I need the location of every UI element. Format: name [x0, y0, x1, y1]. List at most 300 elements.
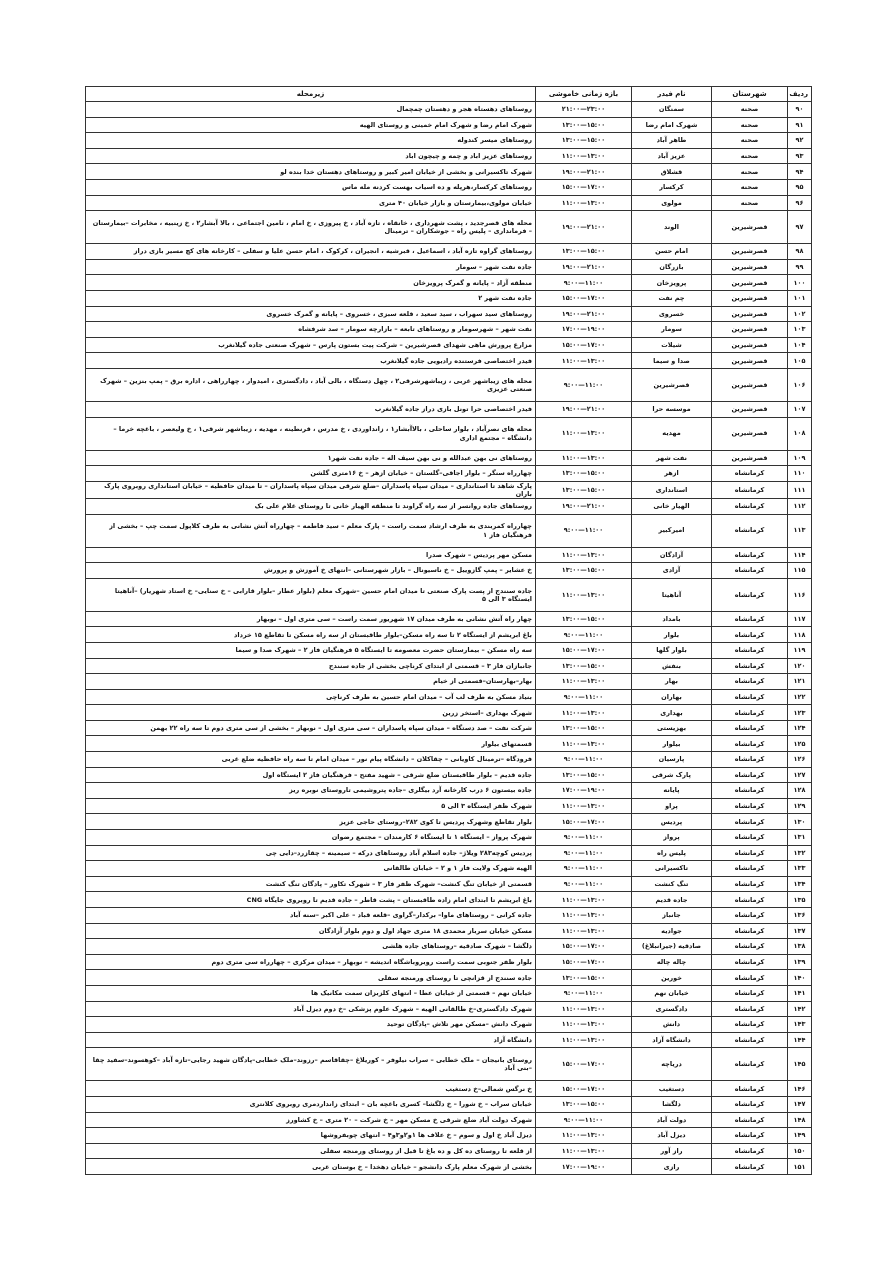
feeder-cell: دستغیب — [632, 1081, 712, 1097]
city-cell: قصرشیرین — [712, 450, 788, 466]
feeder-cell: طاهر آباد — [632, 133, 712, 149]
radif-cell: ۱۱۹ — [788, 642, 812, 658]
radif-cell: ۱۱۶ — [788, 578, 812, 611]
table-row — [86, 514, 812, 547]
table-row — [86, 498, 812, 514]
city-cell: کرمانشاه — [712, 1048, 788, 1081]
header-area: زیرمحله — [86, 87, 536, 102]
city-cell: کرمانشاه — [712, 970, 788, 986]
area-cell: روستاهای عزیز اباد و چمه و چیچون اباد — [86, 148, 536, 164]
feeder-cell: دلگشا — [632, 1096, 712, 1112]
time-cell: ۱۳:۰۰—۱۱:۰۰ — [536, 923, 632, 939]
time-cell: ۱۳:۰۰—۱۱:۰۰ — [536, 417, 632, 450]
time-cell: ۱۵:۰۰—۱۳:۰۰ — [536, 563, 632, 579]
table-row — [86, 547, 812, 563]
time-cell: ۱۷:۰۰—۱۵:۰۰ — [536, 290, 632, 306]
time-cell: ۱۵:۰۰—۱۳:۰۰ — [536, 117, 632, 133]
feeder-cell: بیلوار — [632, 736, 712, 752]
city-cell: کرمانشاه — [712, 1081, 788, 1097]
feeder-cell: قشلاق — [632, 164, 712, 180]
feeder-cell: جوادیه — [632, 923, 712, 939]
radif-cell: ۱۴۷ — [788, 1096, 812, 1112]
radif-cell: ۱۴۱ — [788, 985, 812, 1001]
area-cell: روستای بانیجان – ملک خطابی – سراب نیلوفر – کوریلاغ –چقاقاسم –رزوند–ملک خطابی–پادگان شهید رجایی–تازه آباد –کوهسوند–سفید چقا –بنی آباد — [86, 1048, 536, 1081]
time-cell: ۱۱:۰۰—۹:۰۰ — [536, 876, 632, 892]
city-cell: کرمانشاه — [712, 798, 788, 814]
city-cell: قصرشیرین — [712, 211, 788, 244]
city-cell: قصرشیرین — [712, 337, 788, 353]
table-row — [86, 830, 812, 846]
radif-cell: ۱۳۲ — [788, 845, 812, 861]
time-cell: ۱۵:۰۰—۱۳:۰۰ — [536, 970, 632, 986]
city-cell: کرمانشاه — [712, 1096, 788, 1112]
time-cell: ۱۵:۰۰—۱۳:۰۰ — [536, 658, 632, 674]
time-cell: ۱۹:۰۰—۱۷:۰۰ — [536, 1159, 632, 1175]
table-row — [86, 211, 812, 244]
radif-cell: ۱۴۳ — [788, 1017, 812, 1033]
radif-cell: ۹۴ — [788, 164, 812, 180]
city-cell: کرمانشاه — [712, 1159, 788, 1175]
time-cell: ۱۳:۰۰—۱۱:۰۰ — [536, 578, 632, 611]
time-cell: ۱۷:۰۰—۱۵:۰۰ — [536, 814, 632, 830]
feeder-cell: ازهر — [632, 466, 712, 482]
area-cell: پارک شاهد تا استانداری – میدان سپاه پاسداران –ضلع شرقی میدان سپاه پاسداران – تا میدان حافظیه – خیابان استانداری روبروی پارک باران — [86, 481, 536, 498]
city-cell: صحنه — [712, 148, 788, 164]
time-cell: ۱۷:۰۰—۱۵:۰۰ — [536, 1081, 632, 1097]
city-cell: کرمانشاه — [712, 861, 788, 877]
table-row — [86, 1001, 812, 1017]
radif-cell: ۹۶ — [788, 195, 812, 211]
feeder-cell: آزادگان — [632, 547, 712, 563]
time-cell: ۱۱:۰۰—۹:۰۰ — [536, 689, 632, 705]
table-row — [86, 578, 812, 611]
area-cell: شهرک دانش –مسکن مهر تلاش –پادگان توحید — [86, 1017, 536, 1033]
table-row — [86, 814, 812, 830]
area-cell: نفت شهر – شهرسومار و روستاهای تابعه – بازارچه سومار – سد شرفشاه — [86, 322, 536, 338]
area-cell: باغ ابریشم تا ابتدای امام زاده طاقبستان – پشت قاطر – جاده قدیم تا روبروی جایگاه CNG — [86, 892, 536, 908]
time-cell: ۱۳:۰۰—۱۱:۰۰ — [536, 705, 632, 721]
radif-cell: ۱۲۵ — [788, 736, 812, 752]
time-cell: ۱۳:۰۰—۱۱:۰۰ — [536, 450, 632, 466]
radif-cell: ۱۳۶ — [788, 908, 812, 924]
table-row — [86, 481, 812, 498]
table-row — [86, 306, 812, 322]
feeder-cell: آزادی — [632, 563, 712, 579]
city-cell: کرمانشاه — [712, 1112, 788, 1128]
city-cell: کرمانشاه — [712, 578, 788, 611]
table-row — [86, 892, 812, 908]
time-cell: ۱۳:۰۰—۱۱:۰۰ — [536, 1017, 632, 1033]
radif-cell: ۱۰۵ — [788, 353, 812, 369]
time-cell: ۱۷:۰۰—۱۵:۰۰ — [536, 1048, 632, 1081]
time-cell: ۱۷:۰۰—۱۵:۰۰ — [536, 337, 632, 353]
feeder-cell: خیابان نهم — [632, 985, 712, 1001]
table-row — [86, 1143, 812, 1159]
table-row — [86, 102, 812, 118]
time-cell: ۲۱:۰۰—۱۹:۰۰ — [536, 306, 632, 322]
radif-cell: ۱۴۶ — [788, 1081, 812, 1097]
feeder-cell: بلوار — [632, 627, 712, 643]
radif-cell: ۱۰۴ — [788, 337, 812, 353]
radif-cell: ۱۲۲ — [788, 689, 812, 705]
feeder-cell: پارسیان — [632, 752, 712, 768]
radif-cell: ۱۴۰ — [788, 970, 812, 986]
time-cell: ۱۹:۰۰—۱۷:۰۰ — [536, 322, 632, 338]
feeder-cell: پرویزخان — [632, 275, 712, 291]
time-cell: ۱۵:۰۰—۱۳:۰۰ — [536, 767, 632, 783]
feeder-cell: بهداری — [632, 705, 712, 721]
area-cell: محله های نصرآباد ، بلوار ساحلی ، بالاآبشار۱ ، زانداوردی ، خ مدرس ، قرنطینه ، مهدیه ، زیباشهر شرقی۱ ، خ ولیعصر ، باغچه خرما – دانشگاه – مجتمع اداری — [86, 417, 536, 450]
table-row — [86, 133, 812, 149]
table-row — [86, 275, 812, 291]
radif-cell: ۱۱۸ — [788, 627, 812, 643]
city-cell: صحنه — [712, 164, 788, 180]
feeder-cell: خسروی — [632, 306, 712, 322]
radif-cell: ۱۲۷ — [788, 767, 812, 783]
time-cell: ۲۱:۰۰—۱۹:۰۰ — [536, 401, 632, 417]
table-row — [86, 563, 812, 579]
area-cell: جاده قدیم – بلوار طاقبستان ضلع شرقی – شهید مفتح – فرهنگیان فاز ۲ ایستگاه اول — [86, 767, 536, 783]
radif-cell: ۱۳۵ — [788, 892, 812, 908]
radif-cell: ۱۰۲ — [788, 306, 812, 322]
area-cell: قسمتهای بیلوار — [86, 736, 536, 752]
area-cell: فیدر اختصاصی فرستنده رادیویی جاده گیلانغرب — [86, 353, 536, 369]
time-cell: ۱۳:۰۰—۱۱:۰۰ — [536, 1143, 632, 1159]
city-cell: قصرشیرین — [712, 353, 788, 369]
table-row — [86, 627, 812, 643]
radif-cell: ۹۷ — [788, 211, 812, 244]
time-cell: ۲۱:۰۰—۱۹:۰۰ — [536, 259, 632, 275]
area-cell: چهار راه آتش نشانی به طرف میدان ۱۷ شهریور سمت راست – سی متری اول – نوبهار — [86, 611, 536, 627]
table-row — [86, 179, 812, 195]
feeder-cell: مولوی — [632, 195, 712, 211]
city-cell: قصرشیرین — [712, 401, 788, 417]
feeder-cell: دولت آباد — [632, 1112, 712, 1128]
table-row — [86, 259, 812, 275]
table-row — [86, 970, 812, 986]
table-row — [86, 767, 812, 783]
time-cell: ۱۱:۰۰—۹:۰۰ — [536, 861, 632, 877]
area-cell: باغ ابریشم از ایستگاه ۲ تا سه راه مسکن–بلوار طاقبستان از سه راه مسکن تا تقاطع ۱۵ خرداد — [86, 627, 536, 643]
time-cell: ۱۵:۰۰—۱۳:۰۰ — [536, 481, 632, 498]
radif-cell: ۹۸ — [788, 244, 812, 260]
city-cell: کرمانشاه — [712, 908, 788, 924]
feeder-cell: قصرشیرین — [632, 368, 712, 401]
city-cell: کرمانشاه — [712, 720, 788, 736]
feeder-cell: موسسه حرا — [632, 401, 712, 417]
city-cell: صحنه — [712, 102, 788, 118]
radif-cell: ۱۴۹ — [788, 1128, 812, 1144]
feeder-cell: شهرک امام رضا — [632, 117, 712, 133]
table-row — [86, 876, 812, 892]
time-cell: ۱۵:۰۰—۱۳:۰۰ — [536, 720, 632, 736]
city-cell: صحنه — [712, 179, 788, 195]
city-cell: کرمانشاه — [712, 642, 788, 658]
time-cell: ۱۷:۰۰—۱۵:۰۰ — [536, 954, 632, 970]
time-cell: ۱۱:۰۰—۹:۰۰ — [536, 830, 632, 846]
radif-cell: ۹۹ — [788, 259, 812, 275]
area-cell: چهارراه کمربندی به طرف ارشاد سمت راست – پارک معلم – سید فاطمه – چهارراه آتش نشانی به طرف کلاپول سمت چپ – بخشی از فرهنگیان فاز ۱ — [86, 514, 536, 547]
table-row — [86, 861, 812, 877]
feeder-cell: جانباز — [632, 908, 712, 924]
table-row — [86, 642, 812, 658]
table-row — [86, 337, 812, 353]
time-cell: ۱۳:۰۰—۱۱:۰۰ — [536, 736, 632, 752]
radif-cell: ۹۳ — [788, 148, 812, 164]
city-cell: قصرشیرین — [712, 244, 788, 260]
city-cell: کرمانشاه — [712, 658, 788, 674]
radif-cell: ۱۰۶ — [788, 368, 812, 401]
feeder-cell: خورین — [632, 970, 712, 986]
city-cell: کرمانشاه — [712, 689, 788, 705]
feeder-cell: سومار — [632, 322, 712, 338]
area-cell: جاده سنندج از پست پارک صنعتی تا میدان امام حسین –شهرک معلم (بلوار عطار –بلوار قارابی – خ سنایی– خ استاد شهریار) –آناهیتا ایستگاه ۳ الی ۵ — [86, 578, 536, 611]
area-cell: فرودگاه –ترمینال کاویانی – چقاکلان – دانشگاه پیام نور – میدان امام تا سه راه حافظیه ضلع غربی — [86, 752, 536, 768]
table-row — [86, 195, 812, 211]
city-cell: کرمانشاه — [712, 547, 788, 563]
feeder-cell: بازرگان — [632, 259, 712, 275]
table-row — [86, 908, 812, 924]
area-cell: دیزل آباد خ اول و سوم – خ علاف ها ۱و۲و۳و۴ – انتهای چوبفروشها — [86, 1128, 536, 1144]
time-cell: ۱۳:۰۰—۱۱:۰۰ — [536, 892, 632, 908]
city-cell: قصرشیرین — [712, 368, 788, 401]
time-cell: ۱۵:۰۰—۱۳:۰۰ — [536, 611, 632, 627]
city-cell: صحنه — [712, 133, 788, 149]
area-cell: محله های زیباشهر غربی ، زیباشهرشرقی۲ ، چهل دستگاه ، بالی آباد ، دادگستری ، امیدوار ، چهارراهی ، اداره برق – پمپ بنزین – شهرک صنعتی عزیزی — [86, 368, 536, 401]
time-cell: ۱۱:۰۰—۹:۰۰ — [536, 752, 632, 768]
feeder-cell: پردیس — [632, 814, 712, 830]
radif-cell: ۱۳۱ — [788, 830, 812, 846]
city-cell: کرمانشاه — [712, 674, 788, 690]
city-cell: کرمانشاه — [712, 498, 788, 514]
city-cell: کرمانشاه — [712, 1143, 788, 1159]
time-cell: ۱۱:۰۰—۹:۰۰ — [536, 845, 632, 861]
table-row — [86, 985, 812, 1001]
city-cell: کرمانشاه — [712, 627, 788, 643]
time-cell: ۱۵:۰۰—۱۳:۰۰ — [536, 244, 632, 260]
feeder-cell: مهدیه — [632, 417, 712, 450]
city-cell: قصرشیرین — [712, 275, 788, 291]
feeder-cell: جاده قدیم — [632, 892, 712, 908]
city-cell: کرمانشاه — [712, 736, 788, 752]
feeder-cell: بلوار گلها — [632, 642, 712, 658]
area-cell: از قلعه تا روستای ده کل و ده باغ تا قبل از روستای ورمنجه سفلی — [86, 1143, 536, 1159]
radif-cell: ۱۰۷ — [788, 401, 812, 417]
table-row — [86, 1032, 812, 1048]
city-cell: کرمانشاه — [712, 1017, 788, 1033]
area-cell: شهرک بهداری –استخر زرین — [86, 705, 536, 721]
area-cell: روستاهای دهستاه هجر و دهستان چمچمال — [86, 102, 536, 118]
table-row — [86, 368, 812, 401]
table-row — [86, 1081, 812, 1097]
table-row — [86, 148, 812, 164]
radif-cell: ۱۲۰ — [788, 658, 812, 674]
city-cell: قصرشیرین — [712, 417, 788, 450]
city-cell: کرمانشاه — [712, 783, 788, 799]
table-row — [86, 611, 812, 627]
table-row — [86, 939, 812, 955]
feeder-cell: شیلات — [632, 337, 712, 353]
table-row — [86, 954, 812, 970]
city-cell: صحنه — [712, 195, 788, 211]
table-row — [86, 720, 812, 736]
feeder-cell: سمنگان — [632, 102, 712, 118]
area-cell: جاده سنندج از قزانچی تا روستای ورمنجه سفلی — [86, 970, 536, 986]
header-city: شهرستان — [712, 87, 788, 102]
table-row — [86, 1096, 812, 1112]
time-cell: ۱۳:۰۰—۱۱:۰۰ — [536, 798, 632, 814]
area-cell: روستاهای گراوه تازه آباد ، اسماعیل ، قبرشیه ، انجیران ، کرکوک ، امام حسن علیا و سفلی – کارخانه های کچ مسیر بازی دراز — [86, 244, 536, 260]
time-cell: ۲۱:۰۰—۱۹:۰۰ — [536, 164, 632, 180]
area-cell: پردیس کوچه۲۸۳ ویلاژ– جاده اسلام آباد روستاهای درکه – سیمینه – چقازرد–دایی چی — [86, 845, 536, 861]
area-cell: بلوار ظفر جنوبی سمت راست روبروباشگاه اندیشه – نوبهار – میدان مرکزی – چهارراه سی متری دوم — [86, 954, 536, 970]
radif-cell: ۱۲۹ — [788, 798, 812, 814]
area-cell: روستاهای کرکسار،هرپله و ده اسیاب بهست کردنه مله ماس — [86, 179, 536, 195]
feeder-cell: پایانه — [632, 783, 712, 799]
feeder-cell: صادقیه (جیرانبلاغ) — [632, 939, 712, 955]
city-cell: کرمانشاه — [712, 814, 788, 830]
table-row — [86, 845, 812, 861]
feeder-cell: دادگستری — [632, 1001, 712, 1017]
time-cell: ۱۳:۰۰—۱۱:۰۰ — [536, 1128, 632, 1144]
city-cell: کرمانشاه — [712, 1128, 788, 1144]
radif-cell: ۱۴۲ — [788, 1001, 812, 1017]
area-cell: خیابان مولوی،بیمارستان و بازار خیابان ۴۰ متری — [86, 195, 536, 211]
area-cell: خ عشایر – پمپ گازوییل – خ ناسیونال – بازار شهرستانی –انتهای خ آموزش و پرورش — [86, 563, 536, 579]
area-cell: شرکت نفت – صد دستگاه – میدان سپاه پاسداران – سی متری اول – نوبهار – بخشی از سی متری دوم تا سه راه ۲۲ بهمن — [86, 720, 536, 736]
area-cell: سه راه مسکن – بیمارستان حضرت معصومه تا ایستگاه ۵ فرهنگیان فاز ۲ – شهرک صدا و سیما — [86, 642, 536, 658]
feeder-cell: چاله چاله — [632, 954, 712, 970]
area-cell: خیابان سراب – خ شورا – خ دلگشا– کسری باغچه بان – ابتدای زانداردمری روبروی کلانتری — [86, 1096, 536, 1112]
time-cell: ۱۷:۰۰—۱۵:۰۰ — [536, 642, 632, 658]
area-cell: دانشگاه آزاد — [86, 1032, 536, 1048]
time-cell: ۲۳:۰۰—۲۱:۰۰ — [536, 102, 632, 118]
city-cell: قصرشیرین — [712, 306, 788, 322]
feeder-cell: بهار — [632, 674, 712, 690]
radif-cell: ۹۲ — [788, 133, 812, 149]
city-cell: کرمانشاه — [712, 939, 788, 955]
feeder-cell: الوند — [632, 211, 712, 244]
table-row — [86, 1017, 812, 1033]
table-row — [86, 658, 812, 674]
table-row — [86, 783, 812, 799]
area-cell: جاده بیستون ۶ درب کارخانه آرد بیگلری –جاده پتروشیمی تاروستای نوبره ریز — [86, 783, 536, 799]
radif-cell: ۱۵۱ — [788, 1159, 812, 1175]
table-body — [86, 102, 812, 1175]
radif-cell: ۱۱۰ — [788, 466, 812, 482]
header-radif: ردیف — [788, 87, 812, 102]
time-cell: ۱۱:۰۰—۹:۰۰ — [536, 1112, 632, 1128]
feeder-cell: بهاران — [632, 689, 712, 705]
area-cell: شهرک تاکسیرانی و بخشی از خیابان امیر کبیر و روستاهای دهستان خدا بنده لو — [86, 164, 536, 180]
time-cell: ۱۳:۰۰—۱۱:۰۰ — [536, 547, 632, 563]
table-row — [86, 450, 812, 466]
table-row — [86, 1159, 812, 1175]
time-cell: ۱۵:۰۰—۱۳:۰۰ — [536, 133, 632, 149]
city-cell: کرمانشاه — [712, 466, 788, 482]
city-cell: کرمانشاه — [712, 1001, 788, 1017]
radif-cell: ۱۳۳ — [788, 861, 812, 877]
time-cell: ۱۵:۰۰—۱۳:۰۰ — [536, 1096, 632, 1112]
time-cell: ۱۳:۰۰—۱۱:۰۰ — [536, 195, 632, 211]
feeder-cell: امیرکبیر — [632, 514, 712, 547]
city-cell: کرمانشاه — [712, 705, 788, 721]
feeder-cell: بامداد — [632, 611, 712, 627]
area-cell: الهیه شهرک ولایت فاز ۱ و ۲ – خیابان طالقانی — [86, 861, 536, 877]
city-cell: کرمانشاه — [712, 954, 788, 970]
area-cell: مزارع پرورش ماهی شهدای قصرشیرین – شرکت پیت بستون پارس – شهرک صنعتی جاده گیلانغرب — [86, 337, 536, 353]
time-cell: ۲۱:۰۰—۱۹:۰۰ — [536, 498, 632, 514]
time-cell: ۱۳:۰۰—۱۱:۰۰ — [536, 148, 632, 164]
feeder-cell: پراو — [632, 798, 712, 814]
table-header-row — [86, 87, 812, 102]
feeder-cell: امام حسن — [632, 244, 712, 260]
radif-cell: ۱۱۴ — [788, 547, 812, 563]
city-cell: صحنه — [712, 117, 788, 133]
table-row — [86, 689, 812, 705]
feeder-cell: دیزل آباد — [632, 1128, 712, 1144]
radif-cell: ۱۴۵ — [788, 1048, 812, 1081]
feeder-cell: تنگ کنشت — [632, 876, 712, 892]
outage-schedule-page — [85, 86, 811, 1175]
table-row — [86, 401, 812, 417]
area-cell: روستاهای جاده روانسر از سه راه گراوند تا منطقه الهیار خانی تا روستای غلام علی بک — [86, 498, 536, 514]
radif-cell: ۱۳۹ — [788, 954, 812, 970]
city-cell: کرمانشاه — [712, 923, 788, 939]
area-cell: شهرک پرواز – ایستگاه ۱ تا ایستگاه ۶ کارمندان – مجتمع رضوان — [86, 830, 536, 846]
table-row — [86, 1128, 812, 1144]
area-cell: جاده نفت شهر – سومار — [86, 259, 536, 275]
radif-cell: ۱۳۰ — [788, 814, 812, 830]
feeder-cell: استانداری — [632, 481, 712, 498]
table-row — [86, 353, 812, 369]
table-row — [86, 798, 812, 814]
feeder-cell: پلیس راه — [632, 845, 712, 861]
time-cell: ۱۵:۰۰—۱۳:۰۰ — [536, 466, 632, 482]
feeder-cell: راز آور — [632, 1143, 712, 1159]
city-cell: کرمانشاه — [712, 481, 788, 498]
city-cell: کرمانشاه — [712, 563, 788, 579]
area-cell: روستاهای میسر کندوله — [86, 133, 536, 149]
feeder-cell: عزیز آباد — [632, 148, 712, 164]
radif-cell: ۱۲۸ — [788, 783, 812, 799]
feeder-cell: بهزیستی — [632, 720, 712, 736]
table-row — [86, 466, 812, 482]
time-cell: ۱۳:۰۰—۱۱:۰۰ — [536, 674, 632, 690]
table-row — [86, 322, 812, 338]
radif-cell: ۱۲۴ — [788, 720, 812, 736]
table-row — [86, 923, 812, 939]
city-cell: کرمانشاه — [712, 767, 788, 783]
time-cell: ۱۳:۰۰—۱۱:۰۰ — [536, 908, 632, 924]
area-cell: روستاهای سید سهراب ، سید سعید ، قلعه سبزی ، خسروی – پایانه و گمرک خسروی — [86, 306, 536, 322]
area-cell: منطقه آزاد – پایانه و گمرک پرویزخان — [86, 275, 536, 291]
time-cell: ۱۱:۰۰—۹:۰۰ — [536, 368, 632, 401]
area-cell: چهارراه سنگر – بلوار اجاقی–گلستان – خیابان ازهر – خ ۱۶متری گلشن — [86, 466, 536, 482]
table-row — [86, 752, 812, 768]
radif-cell: ۱۳۷ — [788, 923, 812, 939]
radif-cell: ۱۱۷ — [788, 611, 812, 627]
time-cell: ۲۱:۰۰—۱۹:۰۰ — [536, 211, 632, 244]
time-cell: ۱۱:۰۰—۹:۰۰ — [536, 985, 632, 1001]
time-cell: ۱۳:۰۰—۱۱:۰۰ — [536, 353, 632, 369]
outage-table — [85, 86, 812, 1175]
time-cell: ۱۷:۰۰—۱۵:۰۰ — [536, 179, 632, 195]
radif-cell: ۱۴۸ — [788, 1112, 812, 1128]
city-cell: کرمانشاه — [712, 892, 788, 908]
header-time: بازه زمانی خاموشی — [536, 87, 632, 102]
radif-cell: ۱۰۱ — [788, 290, 812, 306]
